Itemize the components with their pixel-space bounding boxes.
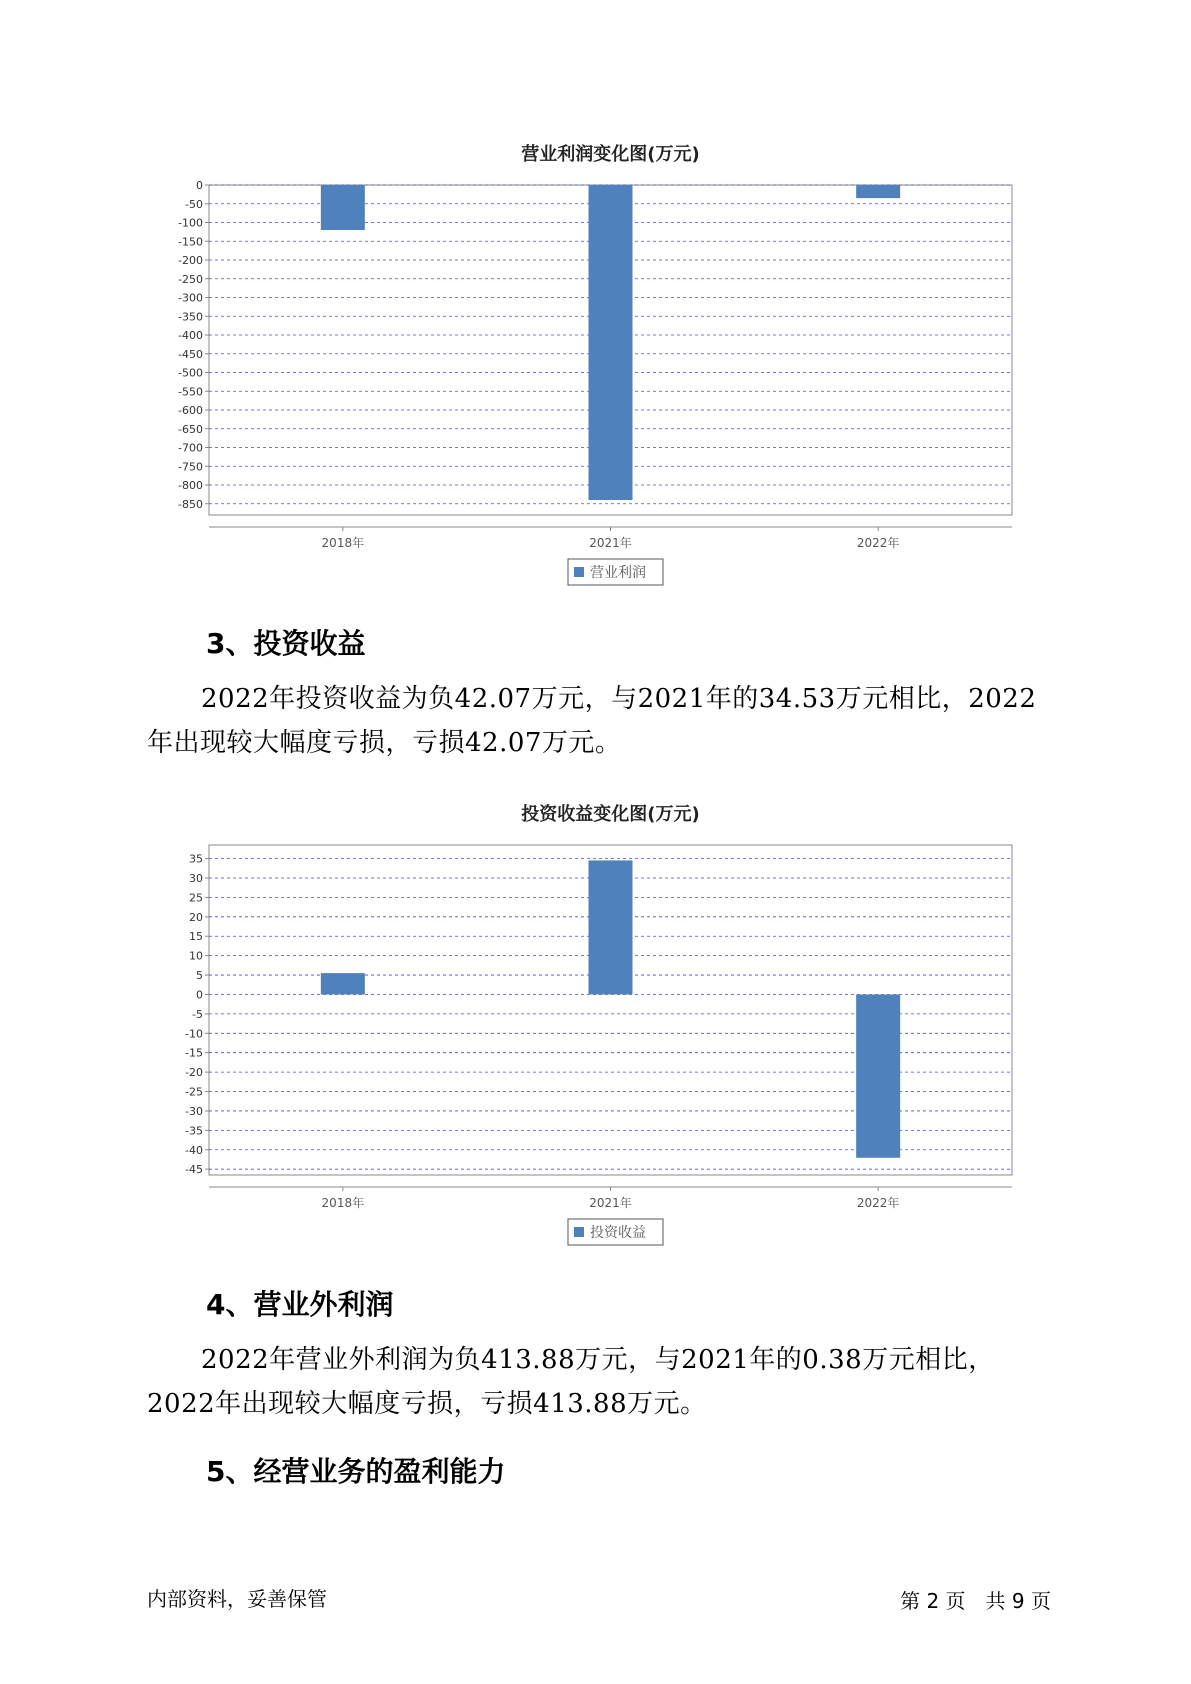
y-tick-label: -500 xyxy=(178,366,203,380)
y-tick-label: 25 xyxy=(189,891,203,905)
operating-profit-chart xyxy=(0,135,1191,595)
x-tick-label: 2022年 xyxy=(856,1196,900,1210)
legend-swatch xyxy=(574,567,584,577)
page-label-mid: 页 共 xyxy=(945,1589,1006,1613)
page-number: 2 xyxy=(926,1589,940,1613)
y-tick-label: 0 xyxy=(196,179,203,192)
legend-label: 投资收益 xyxy=(590,1225,646,1241)
y-tick-label: -10 xyxy=(185,1027,203,1041)
y-tick-label: -15 xyxy=(185,1046,203,1060)
y-tick-label: -100 xyxy=(178,216,203,230)
y-tick-label: -150 xyxy=(178,235,203,249)
y-tick-label: 20 xyxy=(189,910,203,924)
y-tick-label: -200 xyxy=(178,254,203,267)
footer-confidential-note: 内部资料，妥善保管 xyxy=(147,1587,327,1611)
chart-title: 营业利润变化图(万元) xyxy=(521,144,700,165)
y-tick-label: 10 xyxy=(189,949,203,963)
x-tick-label: 2022年 xyxy=(856,536,900,550)
y-tick-label: -750 xyxy=(178,460,203,474)
y-tick-label: -400 xyxy=(178,329,203,342)
y-tick-label: -35 xyxy=(185,1124,203,1138)
y-tick-label: -350 xyxy=(178,310,203,324)
x-tick-label: 2018年 xyxy=(321,536,365,550)
y-tick-label: 35 xyxy=(189,852,203,866)
y-tick-label: -30 xyxy=(185,1104,203,1118)
bar-2018年 xyxy=(321,185,365,230)
y-tick-label: -700 xyxy=(178,441,203,455)
x-tick-label: 2021年 xyxy=(589,1196,632,1210)
page-label-suffix: 页 xyxy=(1031,1589,1051,1613)
section-text-non-operating-profit: 2022年营业外利润为负413.88万元，与2021年的0.38万元相比，2022年出现较大幅度亏损，亏损413.88万元。 xyxy=(147,1345,995,1419)
y-tick-label: -450 xyxy=(178,347,203,361)
y-tick-label: -5 xyxy=(192,1007,203,1021)
y-tick-label: -40 xyxy=(185,1143,203,1157)
chart-title: 投资收益变化图(万元) xyxy=(521,804,700,825)
y-tick-label: -45 xyxy=(185,1163,203,1177)
y-tick-label: -20 xyxy=(185,1066,203,1080)
x-tick-label: 2021年 xyxy=(589,536,632,550)
y-tick-label: -25 xyxy=(185,1085,203,1099)
y-tick-label: 15 xyxy=(189,930,203,944)
y-tick-label: 5 xyxy=(196,969,203,983)
investment-income-chart-svg xyxy=(0,795,1191,1255)
y-tick-label: -850 xyxy=(178,497,203,511)
bar-2021年 xyxy=(589,185,633,500)
legend-label: 营业利润 xyxy=(590,565,646,581)
section-heading-profitability: 5、经营业务的盈利能力 xyxy=(206,1455,506,1488)
bar-2022年 xyxy=(856,185,900,198)
operating-profit-chart-svg xyxy=(0,135,1191,595)
y-tick-label: -600 xyxy=(178,404,203,417)
page-label-prefix: 第 xyxy=(900,1589,921,1613)
bar-2021年 xyxy=(589,860,633,994)
bar-2018年 xyxy=(321,973,365,994)
section-heading-investment-income: 3、投资收益 xyxy=(206,627,366,660)
investment-income-chart xyxy=(0,795,1191,1255)
section-text-investment-income: 2022年投资收益为负42.07万元，与2021年的34.53万元相比，2022年出现较大幅度亏损，亏损42.07万元。 xyxy=(147,684,1037,758)
x-tick-label: 2018年 xyxy=(321,1196,365,1210)
y-tick-label: -650 xyxy=(178,422,203,436)
legend-swatch xyxy=(574,1227,584,1237)
page-total: 9 xyxy=(1011,1589,1025,1613)
y-tick-label: -300 xyxy=(178,291,203,305)
section-heading-non-operating-profit: 4、营业外利润 xyxy=(206,1288,394,1321)
y-tick-label: -50 xyxy=(185,197,203,211)
y-tick-label: -550 xyxy=(178,385,203,399)
y-tick-label: -800 xyxy=(178,479,203,492)
y-tick-label: -250 xyxy=(178,272,203,286)
y-tick-label: 0 xyxy=(196,988,203,1002)
y-tick-label: 30 xyxy=(189,872,203,885)
footer-page-number xyxy=(900,1585,1051,1614)
bar-2022年 xyxy=(856,994,900,1157)
